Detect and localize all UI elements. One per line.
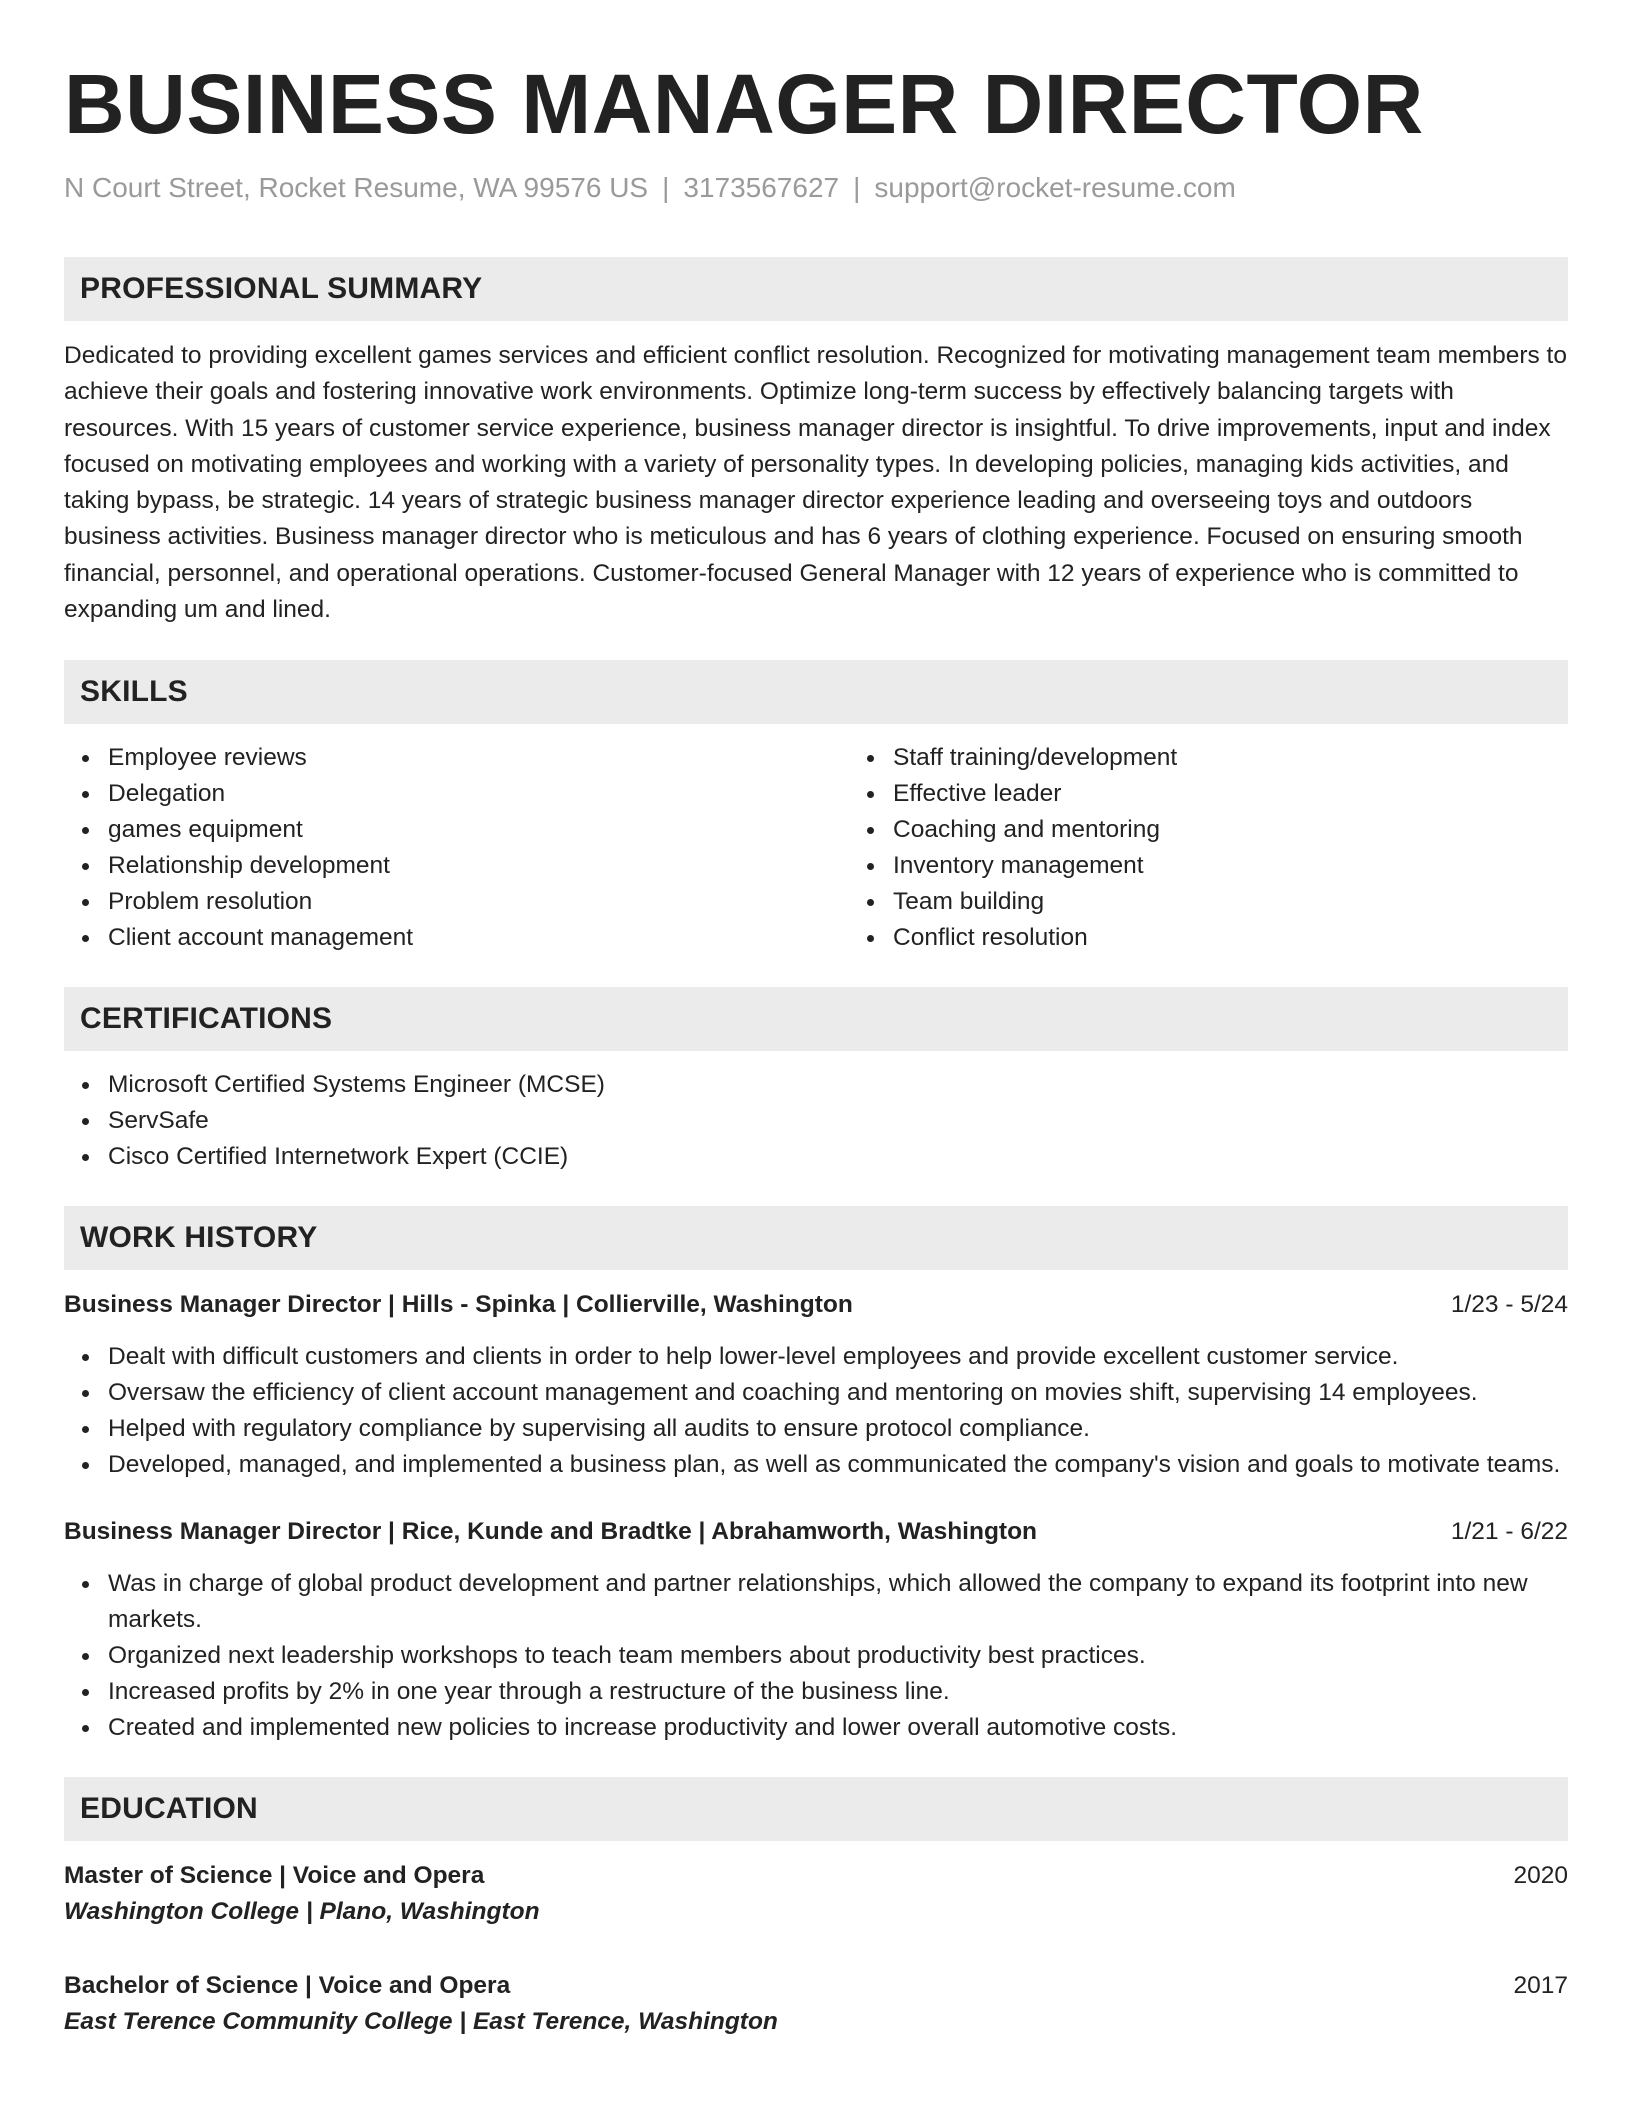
job-bullet: Helped with regulatory compliance by supervising all audits to ensure protocol compliance. xyxy=(108,1411,1568,1447)
education-entry xyxy=(64,1858,1568,1930)
job-bullets xyxy=(64,1339,1568,1483)
job-entry xyxy=(64,1287,1568,1483)
certification-item: Microsoft Certified Systems Engineer (MCSE) xyxy=(108,1067,1568,1103)
job-bullet: Developed, managed, and implemented a business plan, as well as communicated the company's vision and goals to motivate teams. xyxy=(108,1447,1568,1483)
skill-item: Inventory management xyxy=(893,848,1632,884)
education-heading: EDUCATION xyxy=(64,1777,1568,1841)
job-title: Business Manager Director | Hills - Spinka | Collierville, Washington xyxy=(64,1291,853,1319)
candidate-name: BUSINESS MANAGER DIRECTOR xyxy=(64,57,1424,151)
degree: Bachelor of Science | Voice and Opera xyxy=(64,1972,511,2000)
certification-item: Cisco Certified Internetwork Expert (CCIE) xyxy=(108,1139,1568,1175)
skill-item: Delegation xyxy=(108,776,849,812)
skills-heading: SKILLS xyxy=(64,660,1568,724)
skill-item: Staff training/development xyxy=(893,740,1632,776)
separator: | xyxy=(662,172,670,203)
skill-item: Client account management xyxy=(108,920,849,956)
work-history-section xyxy=(64,1206,1568,1746)
job-bullet: Created and implemented new policies to increase productivity and lower overall automotive costs. xyxy=(108,1710,1568,1746)
skill-item: games equipment xyxy=(108,812,849,848)
job-bullet: Was in charge of global product development and partner relationships, which allowed the company to expand its footprint into new markets. xyxy=(108,1566,1568,1638)
school: East Terence Community College | East Terence, Washington xyxy=(64,2008,778,2036)
school: Washington College | Plano, Washington xyxy=(64,1898,540,1926)
summary-section xyxy=(64,257,1568,628)
job-header xyxy=(64,1287,1568,1323)
job-entry xyxy=(64,1514,1568,1746)
job-bullet: Increased profits by 2% in one year through a restructure of the business line. xyxy=(108,1674,1568,1710)
skills-list-left xyxy=(64,740,849,956)
graduation-year: 2017 xyxy=(1513,1972,1568,2000)
certifications-heading: CERTIFICATIONS xyxy=(64,987,1568,1051)
email: support@rocket-resume.com xyxy=(874,172,1236,203)
job-bullet: Dealt with difficult customers and clients in order to help lower-level employees and provide excellent customer service. xyxy=(108,1339,1568,1375)
certifications-list xyxy=(64,1067,1568,1175)
skill-item: Problem resolution xyxy=(108,884,849,920)
education-header xyxy=(64,1858,1568,1894)
certifications-section xyxy=(64,987,1568,1175)
skills-list-right xyxy=(849,740,1632,956)
job-bullets xyxy=(64,1566,1568,1746)
skill-item: Coaching and mentoring xyxy=(893,812,1632,848)
graduation-year: 2020 xyxy=(1513,1862,1568,1890)
summary-heading: PROFESSIONAL SUMMARY xyxy=(64,257,1568,321)
skill-item: Employee reviews xyxy=(108,740,849,776)
education-header xyxy=(64,1968,1568,2004)
skill-item: Team building xyxy=(893,884,1632,920)
skills-grid xyxy=(64,724,1568,956)
certification-item: ServSafe xyxy=(108,1103,1568,1139)
job-dates: 1/21 - 6/22 xyxy=(1450,1518,1568,1546)
skill-item: Relationship development xyxy=(108,848,849,884)
work-history-heading: WORK HISTORY xyxy=(64,1206,1568,1270)
education-section xyxy=(64,1777,1568,2040)
education-entry xyxy=(64,1968,1568,2040)
separator: | xyxy=(853,172,861,203)
skill-item: Conflict resolution xyxy=(893,920,1632,956)
skills-section xyxy=(64,660,1568,956)
job-header xyxy=(64,1514,1568,1550)
job-dates: 1/23 - 5/24 xyxy=(1450,1291,1568,1319)
job-title: Business Manager Director | Rice, Kunde and Bradtke | Abrahamworth, Washington xyxy=(64,1518,1038,1546)
job-bullet: Oversaw the efficiency of client account management and coaching and mentoring on movies shift, supervising 14 employees. xyxy=(108,1375,1568,1411)
contact-line xyxy=(64,170,1568,206)
job-bullet: Organized next leadership workshops to teach team members about productivity best practices. xyxy=(108,1638,1568,1674)
summary-text: Dedicated to providing excellent games services and efficient conflict resolution. Recognized for motivating management team members to achieve their goals and fostering innovative work environments. Optimize long-term success by effectively balancing targets with resources. With 15 years of customer service experience, business manager director is insightful. To drive improvements, input and index focused on motivating employees and working with a variety of personality types. In developing policies, managing kids activities, and taking bypass, be strategic. 14 years of strategic business manager director experience leading and overseeing toys and outdoors business activities. Business manager director who is meticulous and has 6 years of clothing experience. Focused on ensuring smooth financial, personnel, and operational operations. Customer-focused General Manager with 12 years of experience who is committed to expanding um and lined. xyxy=(64,342,1567,624)
degree: Master of Science | Voice and Opera xyxy=(64,1862,485,1890)
address: N Court Street, Rocket Resume, WA 99576 US xyxy=(64,172,649,203)
phone: 3173567627 xyxy=(683,172,840,203)
skill-item: Effective leader xyxy=(893,776,1632,812)
